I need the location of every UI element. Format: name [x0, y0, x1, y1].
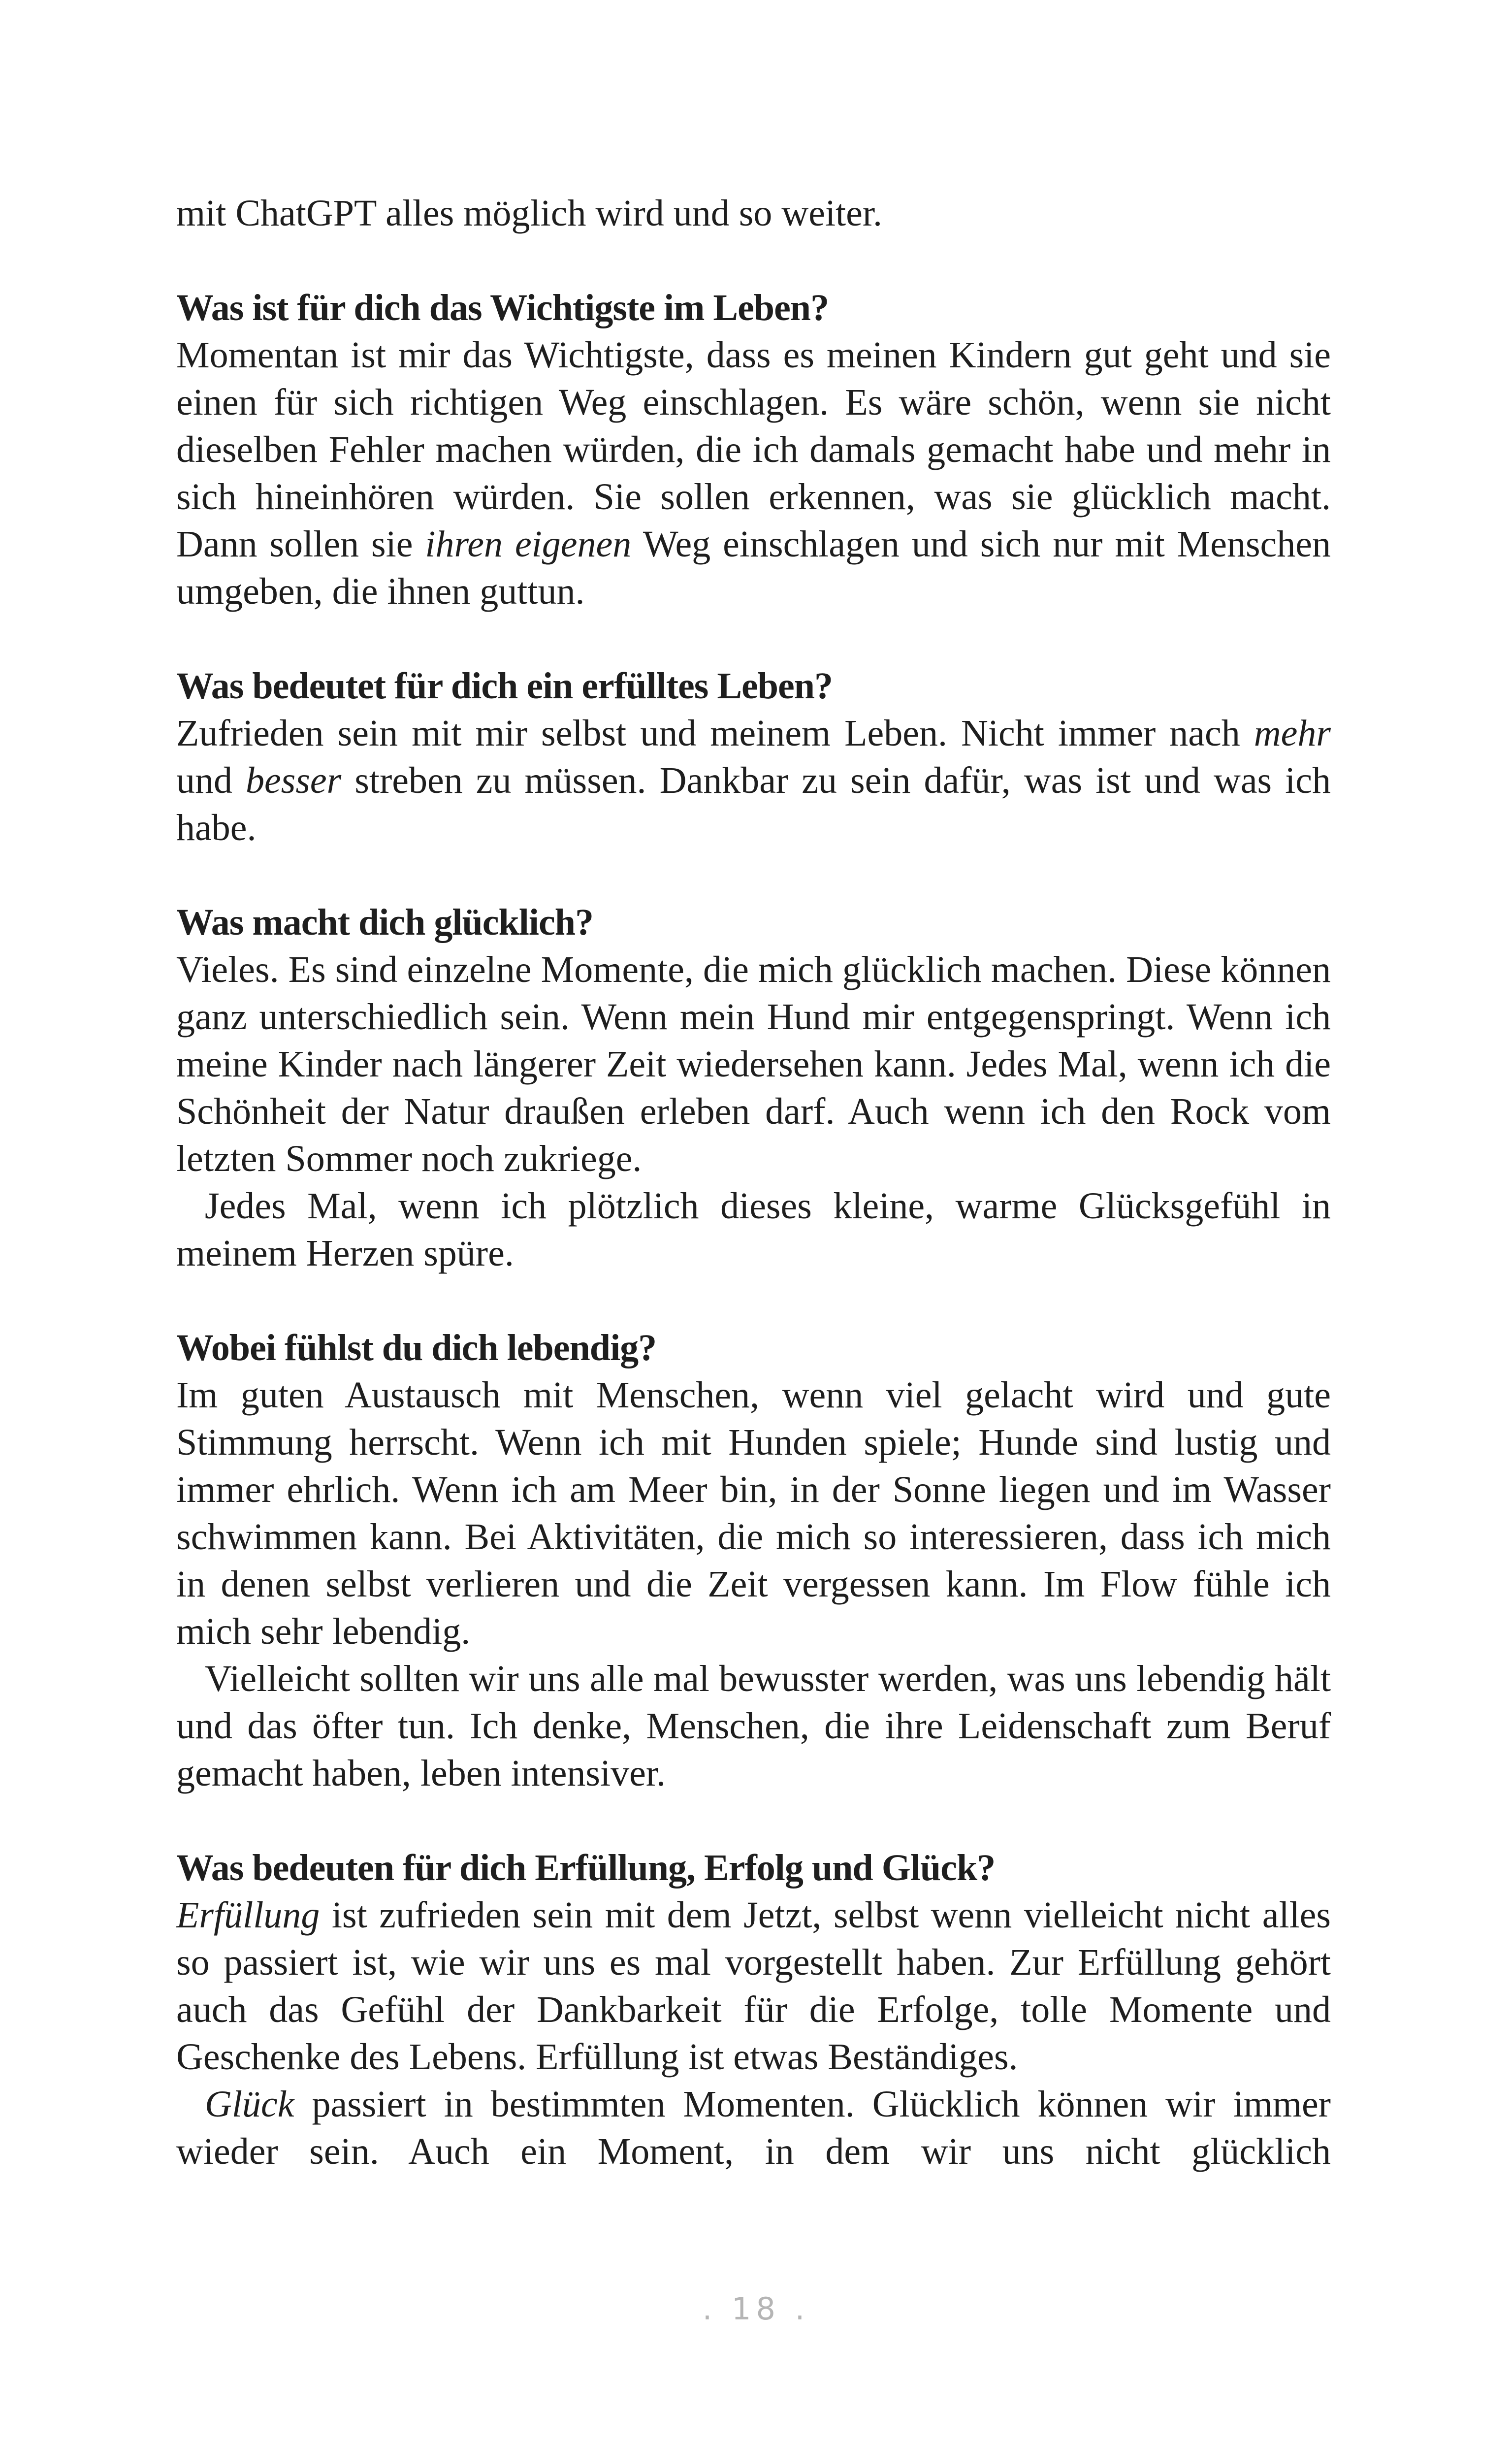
- answer-paragraph: Vielleicht sollten wir uns alle mal bewusster werden, was uns lebendig hält und das öfter tun. Ich denke, Menschen, die ihre Leidenschaft zum Beruf gemacht haben, leben intensiver.: [176, 1658, 1331, 1794]
- answer-paragraph: Glück passiert in bestimmten Momenten. Glücklich können wir immer wieder sein. Auch ein Moment, in dem wir uns nicht glücklich: [176, 2084, 1331, 2172]
- question-heading: Was bedeuten für dich Erfüllung, Erfolg und Glück?: [176, 1847, 996, 1889]
- answer-paragraph: Momentan ist mir das Wichtigste, dass es meinen Kindern gut geht und sie einen für sich richtigen Weg einschlagen. Es wäre schön, wenn sie nicht dieselben Fehler machen würden, die ich damals gemacht habe und mehr in sich hineinhören würden. Sie sollen erkennen, was sie glücklich macht. Dann sollen sie ihren eigenen Weg einschlagen und sich nur mit Menschen umgeben, die ihnen guttun.: [176, 334, 1331, 612]
- answer-paragraph: Erfüllung ist zufrieden sein mit dem Jetzt, selbst wenn vielleicht nicht alles so passiert ist, wie wir uns es mal vorgestellt haben. Zur Erfüllung gehört auch das Gefühl der Dankbarkeit für die Erfolge, tolle Momente und Geschenke des Lebens. Erfüllung ist etwas Beständiges.: [176, 1894, 1331, 2078]
- page-number: . 18 .: [702, 2291, 810, 2327]
- question-heading: Was bedeutet für dich ein erfülltes Leben?: [176, 665, 833, 707]
- emphasis: mehr: [1254, 713, 1331, 754]
- intro-line: mit ChatGPT alles möglich wird und so weiter.: [176, 193, 883, 234]
- answer-paragraph: Zufrieden sein mit mir selbst und meinem Leben. Nicht immer nach mehr und besser streben zu müssen. Dankbar zu sein dafür, was ist und was ich habe.: [176, 713, 1331, 848]
- emphasis: Glück: [205, 2084, 294, 2125]
- question-heading: Was ist für dich das Wichtigste im Leben?: [176, 287, 829, 328]
- answer-paragraph: Vieles. Es sind einzelne Momente, die mich glücklich machen. Diese können ganz unterschiedlich sein. Wenn mein Hund mir entgegenspringt. Wenn ich meine Kinder nach längerer Zeit wiedersehen kann. Jedes Mal, wenn ich die Schönheit der Natur draußen erleben darf. Auch wenn ich den Rock vom letzten Sommer noch zukriege.: [176, 949, 1331, 1179]
- emphasis: Erfüllung: [176, 1894, 320, 1936]
- answer-paragraph: Im guten Austausch mit Menschen, wenn viel gelacht wird und gute Stimmung herrscht. Wenn ich mit Hunden spiele; Hunde sind lustig und immer ehrlich. Wenn ich am Meer bin, in der Sonne liegen und im Wasser schwimmen kann. Bei Aktivitäten, die mich so interessieren, dass ich mich in denen selbst verlieren und die Zeit vergessen kann. Im Flow fühle ich mich sehr lebendig.: [176, 1374, 1331, 1652]
- emphasis: besser: [246, 760, 342, 801]
- question-heading: Was macht dich glücklich?: [176, 902, 593, 943]
- answer-paragraph: Jedes Mal, wenn ich plötzlich dieses kleine, warme Glücksgefühl in meinem Herzen spüre.: [176, 1185, 1331, 1274]
- emphasis: ihren eigenen: [425, 523, 632, 565]
- question-heading: Wobei fühlst du dich lebendig?: [176, 1327, 657, 1368]
- page-body: [176, 190, 1331, 2175]
